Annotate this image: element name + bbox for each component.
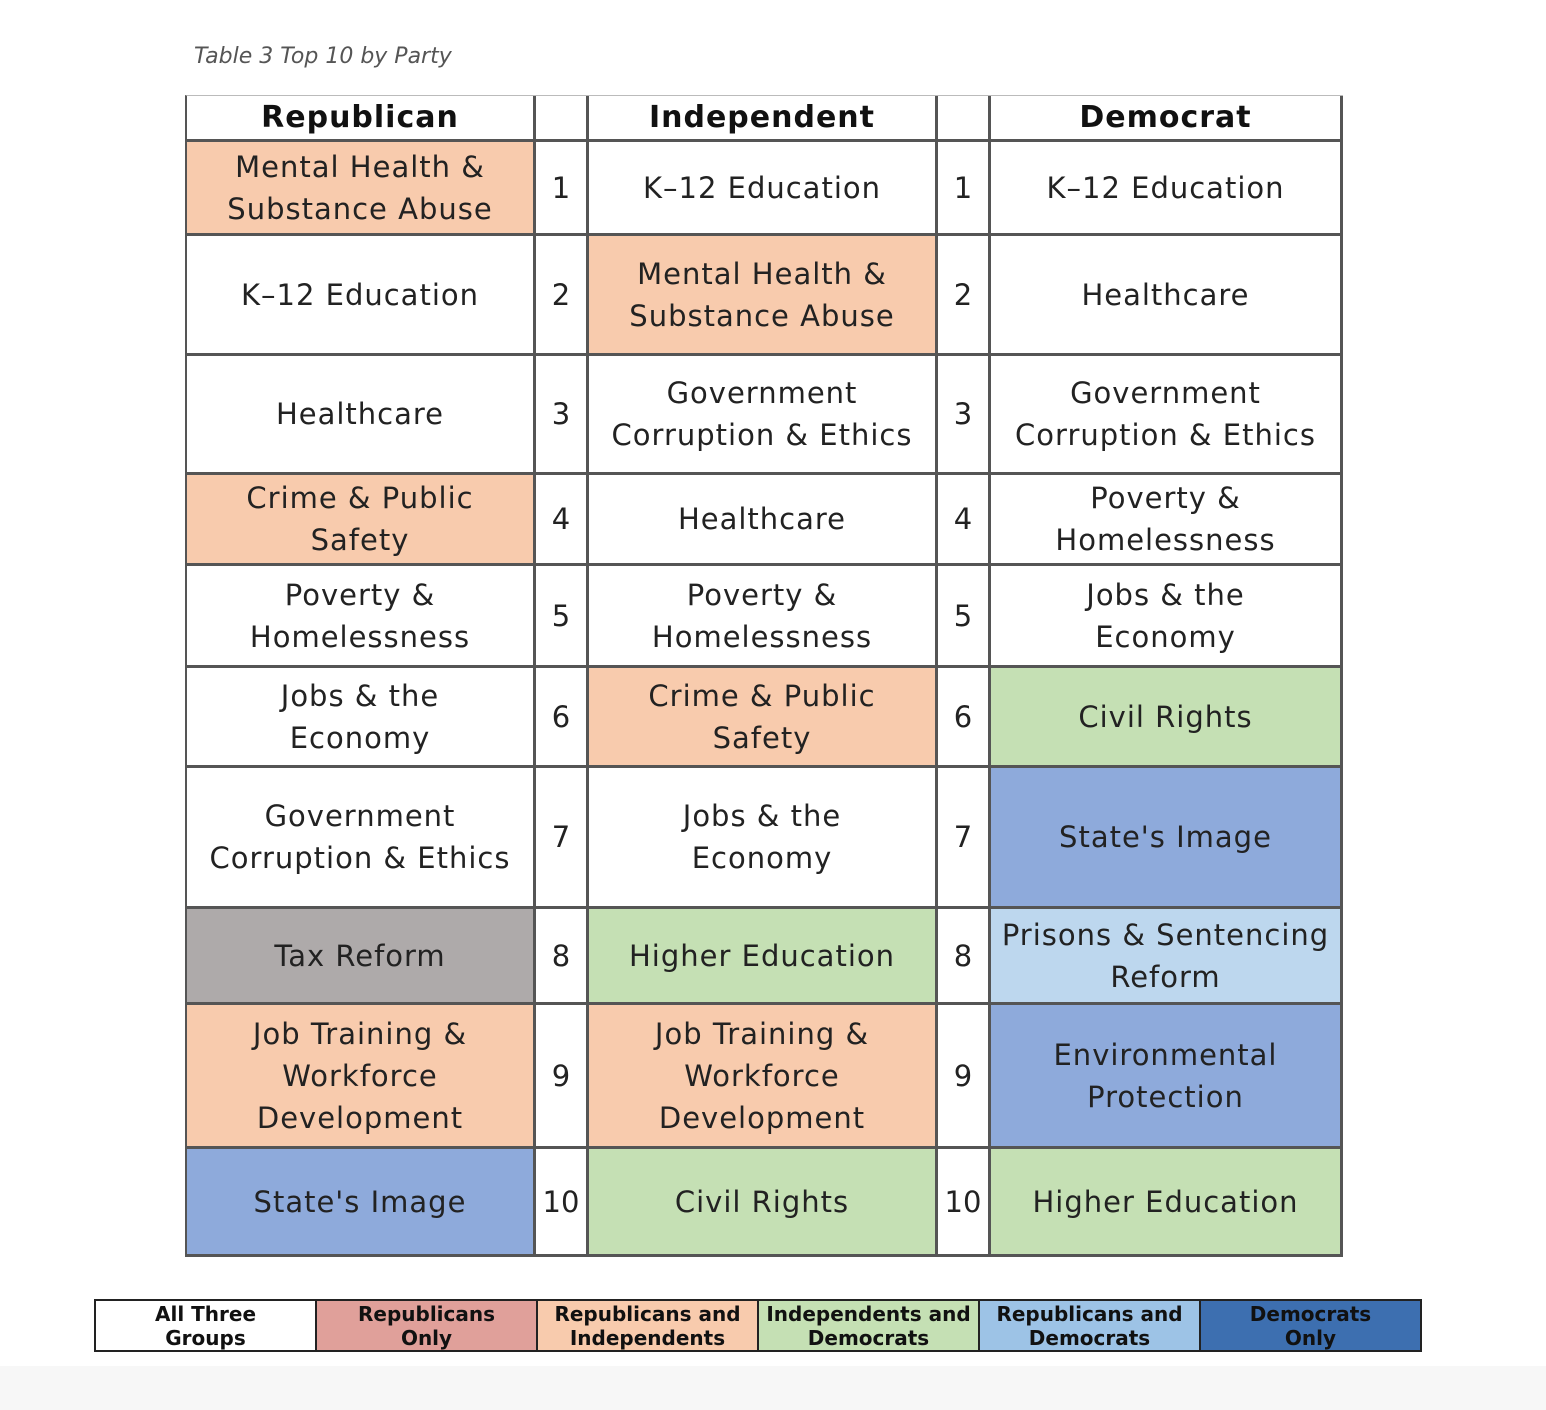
republican-cell: K–12 Education [187,236,536,356]
independent-cell: Crime & Public Safety [589,668,938,768]
democrat-cell: Higher Education [991,1149,1343,1257]
democrat-cell: Poverty & Homelessness [991,475,1343,566]
legend-republicans-independents: Republicans and Independents [538,1301,759,1350]
legend-all-three: All Three Groups [96,1301,317,1350]
republican-cell: Poverty & Homelessness [187,566,536,668]
independent-cell: Jobs & the Economy [589,768,938,909]
rank-cell: 2 [536,236,589,356]
rank-cell: 10 [536,1149,589,1257]
republican-cell: Jobs & the Economy [187,668,536,768]
republican-cell: Healthcare [187,356,536,475]
legend-republicans-only: Republicans Only [317,1301,538,1350]
democrat-cell: Government Corruption & Ethics [991,356,1343,475]
independent-cell: Higher Education [589,909,938,1005]
independent-cell: Mental Health & Substance Abuse [589,236,938,356]
democrat-cell: Civil Rights [991,668,1343,768]
democrat-cell: K–12 Education [991,142,1343,236]
republican-cell: Job Training & Workforce Development [187,1005,536,1149]
rank-cell: 4 [938,475,991,566]
republican-cell: Government Corruption & Ethics [187,768,536,909]
democrat-cell: Prisons & Sentencing Reform [991,909,1343,1005]
header-rank-spacer [536,96,589,142]
rank-cell: 7 [938,768,991,909]
header-republican: Republican [187,96,536,142]
republican-cell: Crime & Public Safety [187,475,536,566]
independent-cell: K–12 Education [589,142,938,236]
democrat-cell: Jobs & the Economy [991,566,1343,668]
independent-cell: Healthcare [589,475,938,566]
bottom-band [0,1366,1546,1410]
rank-cell: 5 [536,566,589,668]
header-rank-spacer [938,96,991,142]
rank-cell: 3 [536,356,589,475]
rank-cell: 8 [938,909,991,1005]
rank-cell: 3 [938,356,991,475]
rank-cell: 10 [938,1149,991,1257]
independent-cell: Poverty & Homelessness [589,566,938,668]
republican-cell: Tax Reform [187,909,536,1005]
republican-cell: State's Image [187,1149,536,1257]
header-democrat: Democrat [991,96,1343,142]
rank-cell: 4 [536,475,589,566]
rank-cell: 1 [938,142,991,236]
democrat-cell: Healthcare [991,236,1343,356]
color-legend [94,1299,1422,1352]
header-independent: Independent [589,96,938,142]
independent-cell: Job Training & Workforce Development [589,1005,938,1149]
top10-table [185,95,1343,1257]
democrat-cell: State's Image [991,768,1343,909]
legend-democrats-only: Democrats Only [1201,1301,1422,1350]
table-caption: Table 3 Top 10 by Party [194,44,452,69]
rank-cell: 7 [536,768,589,909]
rank-cell: 5 [938,566,991,668]
independent-cell: Government Corruption & Ethics [589,356,938,475]
rank-cell: 8 [536,909,589,1005]
rank-cell: 6 [536,668,589,768]
rank-cell: 9 [536,1005,589,1149]
rank-cell: 6 [938,668,991,768]
democrat-cell: Environmental Protection [991,1005,1343,1149]
legend-independents-democrats: Independents and Democrats [759,1301,980,1350]
rank-cell: 1 [536,142,589,236]
legend-republicans-democrats: Republicans and Democrats [980,1301,1201,1350]
rank-cell: 2 [938,236,991,356]
rank-cell: 9 [938,1005,991,1149]
independent-cell: Civil Rights [589,1149,938,1257]
republican-cell: Mental Health & Substance Abuse [187,142,536,236]
